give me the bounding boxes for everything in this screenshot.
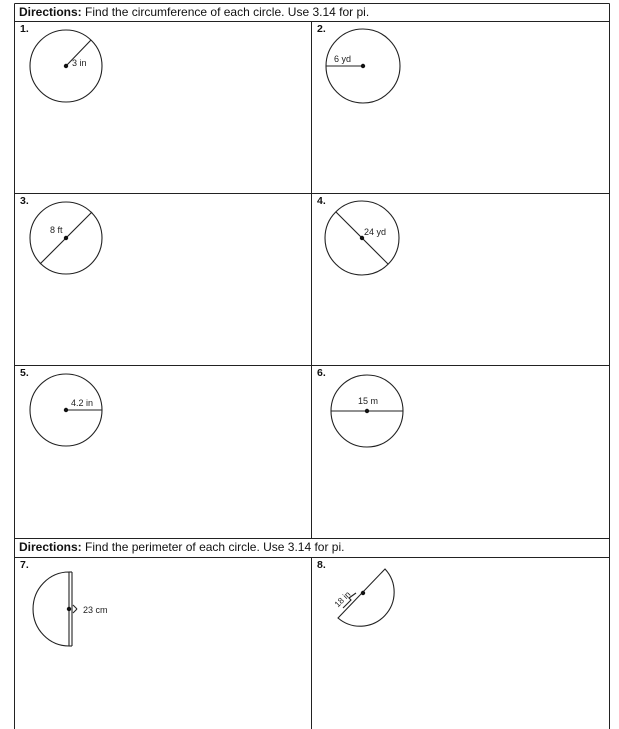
problem-number-8: 8.: [317, 559, 326, 571]
measure-label-1: 3 in: [72, 58, 87, 68]
directions-text-2: Find the perimeter of each circle. Use 3.14 for pi.: [85, 540, 345, 554]
measure-label-5: 4.2 in: [71, 398, 94, 408]
problem-number-2: 2.: [317, 23, 326, 35]
problem-number-5: 5.: [20, 367, 29, 379]
measure-label-7: 23 cm: [83, 605, 108, 615]
directions-text-1: Find the circumference of each circle. Use 3.14 for pi.: [85, 5, 370, 19]
measure-label-8: 18 in: [332, 589, 353, 610]
measure-label-4: 24 yd: [364, 227, 387, 237]
problem-number-7: 7.: [20, 559, 29, 571]
figure-circle-4: [325, 201, 399, 275]
measure-label-3: 8 ft: [50, 225, 63, 235]
directions-label-2: Directions:: [19, 540, 82, 554]
problem-number-1: 1.: [20, 23, 29, 35]
directions-label-1: Directions:: [19, 5, 82, 19]
problem-number-6: 6.: [317, 367, 326, 379]
figure-semicircle-7: [33, 572, 107, 646]
problem-number-3: 3.: [20, 195, 29, 207]
figure-circle-2: [326, 29, 400, 103]
measure-label-6: 15 m: [358, 396, 379, 406]
figure-circle-5: [30, 374, 102, 446]
figure-circle-1: [30, 30, 102, 102]
figure-circle-3: [30, 202, 102, 274]
problem-number-4: 4.: [317, 195, 326, 207]
figure-semicircle-8: [332, 569, 394, 626]
measure-label-2: 6 yd: [334, 54, 352, 64]
figure-circle-6: [331, 375, 403, 447]
